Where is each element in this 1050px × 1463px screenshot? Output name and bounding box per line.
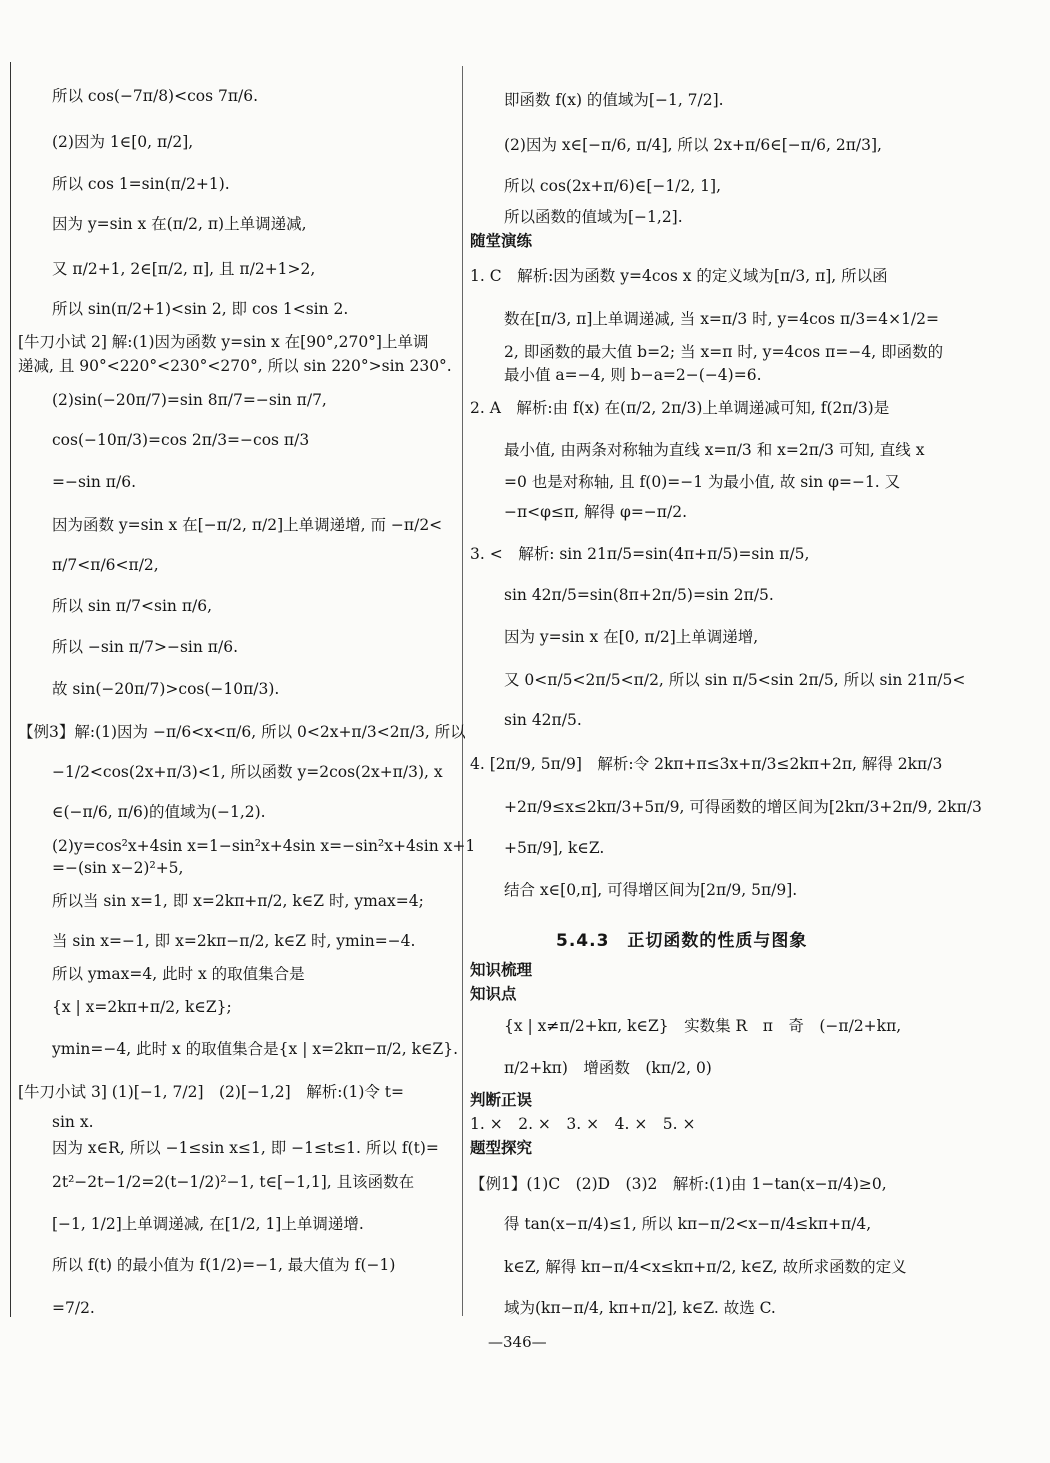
text-line: sin x. [52,1113,94,1131]
section-title: 5.4.3 正切函数的性质与图象 [556,931,808,951]
text-line: [牛刀小试 2] 解:(1)因为函数 y=sin x 在[90°,270°]上单调 [18,333,429,351]
section-heading: 随堂演练 [470,232,533,250]
text-line: 得 tan(x−π/4)≤1, 所以 kπ−π/2<x−π/4≤kπ+π/4, [504,1215,872,1233]
text-line: [−1, 1/2]上单调递减, 在[1/2, 1]上单调递增. [52,1215,364,1233]
text-line: 故 sin(−20π/7)>cos(−10π/3). [52,680,280,698]
text-line: 所以 f(t) 的最小值为 f(1/2)=−1, 最大值为 f(−1) [52,1256,396,1274]
text-line: 2, 即函数的最大值 b=2; 当 x=π 时, y=4cos π=−4, 即函数的 [504,343,944,361]
text-line: 所以 sin π/7<sin π/6, [52,597,213,615]
text-line: [牛刀小试 3] (1)[−1, 7/2] (2)[−1,2] 解析:(1)令 t= [18,1083,405,1101]
text-line: 因为函数 y=sin x 在[−π/2, π/2]上单调递增, 而 −π/2< [52,516,443,534]
text-line: (2)y=cos²x+4sin x=1−sin²x+4sin x=−sin²x+4sin x+1 [52,837,476,855]
column-divider [462,66,463,1316]
section-heading: 判断正误 [470,1091,533,1109]
text-line: (2)因为 x∈[−π/6, π/4], 所以 2x+π/6∈[−π/6, 2π/3], [504,136,882,154]
page-left-border [10,62,11,1317]
text-line: =7/2. [52,1299,95,1317]
text-line: 4. [2π/9, 5π/9] 解析:令 2kπ+π≤3x+π/3≤2kπ+2π, 解得 2kπ/3 [470,755,943,773]
text-line: 递减, 且 90°<220°<230°<270°, 所以 sin 220°>sin 230°. [18,357,452,375]
text-line: 当 sin x=−1, 即 x=2kπ−π/2, k∈Z 时, ymin=−4. [52,932,416,950]
text-line: 即函数 f(x) 的值域为[−1, 7/2]. [504,91,724,109]
text-line: =−sin π/6. [52,473,136,491]
text-line: 3. < 解析: sin 21π/5=sin(4π+π/5)=sin π/5, [470,545,810,563]
text-line: −1/2<cos(2x+π/3)<1, 所以函数 y=2cos(2x+π/3), x [52,763,443,781]
text-line: (2)因为 1∈[0, π/2], [52,133,194,151]
text-line: 2. A 解析:由 f(x) 在(π/2, 2π/3)上单调递减可知, f(2π/3)是 [470,399,890,417]
section-heading: 题型探究 [470,1139,533,1157]
text-line: 因为 y=sin x 在[0, π/2]上单调递增, [504,628,759,646]
text-line: 所以当 sin x=1, 即 x=2kπ+π/2, k∈Z 时, ymax=4; [52,892,424,910]
text-line: ymin=−4, 此时 x 的取值集合是{x | x=2kπ−π/2, k∈Z}. [52,1040,459,1058]
text-line: k∈Z, 解得 kπ−π/4<x≤kπ+π/2, k∈Z, 故所求函数的定义 [504,1258,907,1276]
text-line: 所以函数的值域为[−1,2]. [504,208,683,226]
text-line: 最小值, 由两条对称轴为直线 x=π/3 和 x=2π/3 可知, 直线 x [504,441,925,459]
text-line: 所以 −sin π/7>−sin π/6. [52,638,239,656]
text-line: 1. C 解析:因为函数 y=4cos x 的定义域为[π/3, π], 所以函 [470,267,888,285]
text-line: π/2+kπ) 增函数 (kπ/2, 0) [504,1059,712,1077]
page-number: —346— [488,1333,547,1351]
text-line: 数在[π/3, π]上单调递减, 当 x=π/3 时, y=4cos π/3=4×1/2= [504,310,940,328]
text-line: =0 也是对称轴, 且 f(0)=−1 为最小值, 故 sin φ=−1. 又 [504,473,901,491]
text-line: 1. × 2. × 3. × 4. × 5. × [470,1115,696,1133]
text-line: 又 π/2+1, 2∈[π/2, π], 且 π/2+1>2, [52,260,316,278]
text-line: 因为 x∈R, 所以 −1≤sin x≤1, 即 −1≤t≤1. 所以 f(t)= [52,1139,439,1157]
text-line: 所以 sin(π/2+1)<sin 2, 即 cos 1<sin 2. [52,300,349,318]
text-line: 域为(kπ−π/4, kπ+π/2], k∈Z. 故选 C. [504,1299,776,1317]
text-line: +2π/9≤x≤2kπ/3+5π/9, 可得函数的增区间为[2kπ/3+2π/9, 2kπ/3 [504,798,982,816]
text-line: 最小值 a=−4, 则 b−a=2−(−4)=6. [504,366,762,384]
text-line: 2t²−2t−1/2=2(t−1/2)²−1, t∈[−1,1], 且该函数在 [52,1173,415,1191]
text-line: +5π/9], k∈Z. [504,839,605,857]
text-line: 又 0<π/5<2π/5<π/2, 所以 sin π/5<sin 2π/5, 所以 sin 21π/5< [504,671,966,689]
text-line: 【例1】(1)C (2)D (3)2 解析:(1)由 1−tan(x−π/4)≥0, [470,1175,887,1193]
text-line: π/7<π/6<π/2, [52,556,159,574]
text-line: 结合 x∈[0,π], 可得增区间为[2π/9, 5π/9]. [504,881,798,899]
text-line: {x | x=2kπ+π/2, k∈Z}; [52,998,232,1016]
text-line: (2)sin(−20π/7)=sin 8π/7=−sin π/7, [52,391,327,409]
text-line: 所以 ymax=4, 此时 x 的取值集合是 [52,965,305,983]
text-line: 所以 cos(2x+π/6)∈[−1/2, 1], [504,177,721,195]
text-line: sin 42π/5. [504,711,582,729]
text-line: ∈(−π/6, π/6)的值域为(−1,2). [52,803,266,821]
text-line: 所以 cos 1=sin(π/2+1). [52,175,230,193]
text-line: 因为 y=sin x 在(π/2, π)上单调递减, [52,215,307,233]
text-line: sin 42π/5=sin(8π+2π/5)=sin 2π/5. [504,586,774,604]
text-line: cos(−10π/3)=cos 2π/3=−cos π/3 [52,431,310,449]
section-heading: 知识点 [470,985,517,1003]
text-line: −π<φ≤π, 解得 φ=−π/2. [504,503,687,521]
text-line: =−(sin x−2)²+5, [52,859,184,877]
text-line: {x | x≠π/2+kπ, k∈Z} 实数集 R π 奇 (−π/2+kπ, [504,1017,902,1035]
text-line: 所以 cos(−7π/8)<cos 7π/6. [52,87,259,105]
text-line: 【例3】解:(1)因为 −π/6<x<π/6, 所以 0<2x+π/3<2π/3, 所以 [18,723,466,741]
section-heading: 知识梳理 [470,961,533,979]
